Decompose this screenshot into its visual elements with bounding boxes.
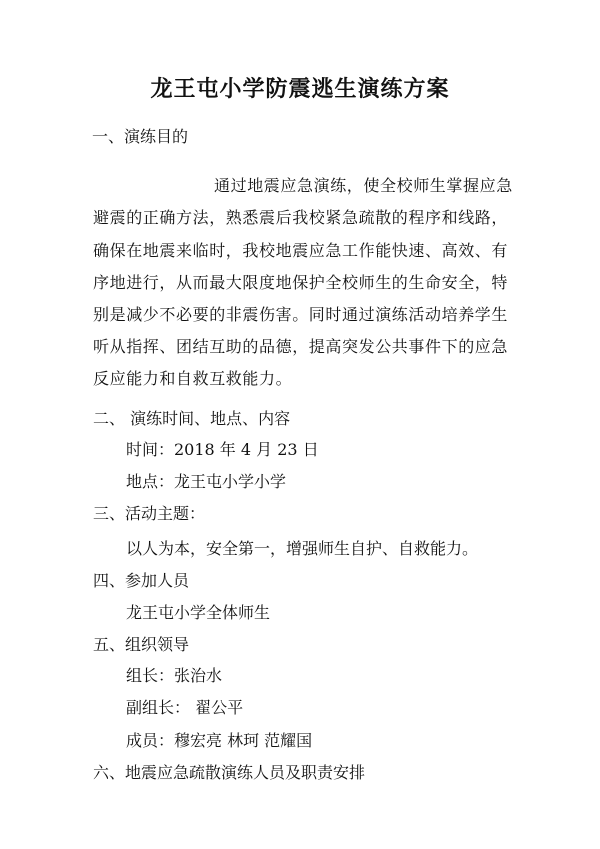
deputy-leader: 副组长： 翟公平 bbox=[126, 698, 244, 717]
leader: 组长：张治水 bbox=[126, 666, 223, 685]
section-heading-roles: 六、地震应急疏散演练人员及职责安排 bbox=[93, 763, 366, 782]
section-heading-participants: 四、参加人员 bbox=[93, 571, 190, 590]
drill-place: 地点：龙王屯小学小学 bbox=[126, 472, 287, 491]
paragraph-line: 避震的正确方法，熟悉震后我校紧急疏散的程序和线路， bbox=[93, 208, 509, 227]
drill-time: 时间：2018 年 4 月 23 日 bbox=[126, 440, 319, 459]
participants-content: 龙王屯小学全体师生 bbox=[126, 603, 271, 622]
section-heading-theme: 三、活动主题： bbox=[93, 504, 206, 523]
document-title: 龙王屯小学防震逃生演练方案 bbox=[150, 77, 450, 102]
paragraph-line: 听从指挥、团结互助的品德，提高突发公共事件下的应急 bbox=[93, 337, 509, 356]
section-heading-leadership: 五、组织领导 bbox=[93, 635, 190, 654]
members: 成员：穆宏亮 林珂 范耀国 bbox=[126, 731, 313, 750]
paragraph-line: 反应能力和自救互救能力。 bbox=[93, 369, 293, 388]
paragraph-line: 别是减少不必要的非震伤害。同时通过演练活动培养学生 bbox=[93, 305, 509, 324]
theme-content: 以人为本，安全第一，增强师生自护、自救能力。 bbox=[126, 539, 479, 558]
section-heading-purpose: 一、演练目的 bbox=[92, 127, 189, 146]
paragraph-line: 序地进行，从而最大限度地保护全校师生的生命安全，特 bbox=[93, 273, 509, 292]
paragraph-line: 确保在地震来临时，我校地震应急工作能快速、高效、有 bbox=[93, 241, 509, 260]
paragraph-line: 通过地震应急演练，使全校师生掌握应急 bbox=[214, 176, 513, 195]
section-heading-time-place: 二、 演练时间、地点、内容 bbox=[93, 409, 291, 428]
